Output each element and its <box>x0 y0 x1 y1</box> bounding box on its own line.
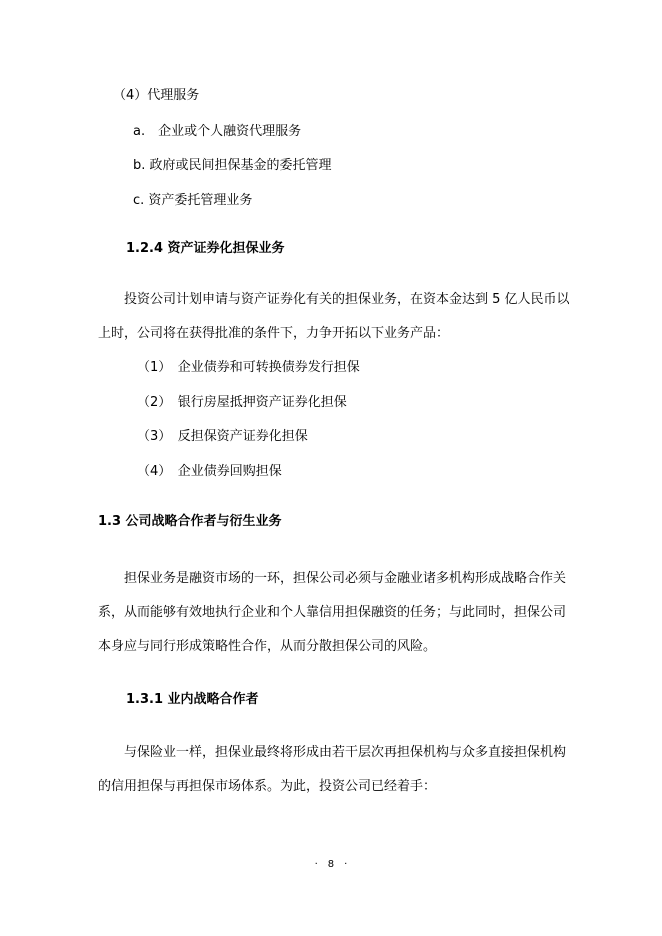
list-item-c: c. 资产委托管理业务 <box>133 193 253 208</box>
section-1-3-1-paragraph: 与保险业一样，担保业最终将形成由若干层次再担保机构与众多直接担保机构的信用担保与再担保市场体系。为此，投资公司已经着手： <box>98 745 567 794</box>
list-item-3: （3） 反担保资产证券化担保 <box>137 429 308 444</box>
list-item-b: b. 政府或民间担保基金的委托管理 <box>133 158 332 173</box>
section-1-2-4-paragraph: 投资公司计划申请与资产证券化有关的担保业务，在资本金达到 5 亿人民币以上时，公司将在获得批准的条件下，力争开拓以下业务产品： <box>98 292 570 341</box>
section-4-heading: （4）代理服务 <box>113 88 200 103</box>
section-1-3-paragraph: 担保业务是融资市场的一环，担保公司必须与金融业诸多机构形成战略合作关系，从而能够有效地执行企业和个人靠信用担保融资的任务；与此同时，担保公司本身应与同行形成策略性合作，从而分散担保公司的风险。 <box>98 571 567 654</box>
page-number: · 8 · <box>314 859 348 870</box>
list-item-1: （1） 企业债券和可转换债券发行担保 <box>137 360 360 375</box>
section-1-3-heading: 1.3 公司战略合作者与衍生业务 <box>98 514 282 529</box>
section-1-3-1-heading: 1.3.1 业内战略合作者 <box>126 692 259 707</box>
section-1-2-4-heading: 1.2.4 资产证券化担保业务 <box>126 241 285 256</box>
list-item-4: （4） 企业债券回购担保 <box>137 464 282 479</box>
list-item-a: a. 企业或个人融资代理服务 <box>133 124 302 139</box>
list-item-2: （2） 银行房屋抵押资产证券化担保 <box>137 395 347 410</box>
